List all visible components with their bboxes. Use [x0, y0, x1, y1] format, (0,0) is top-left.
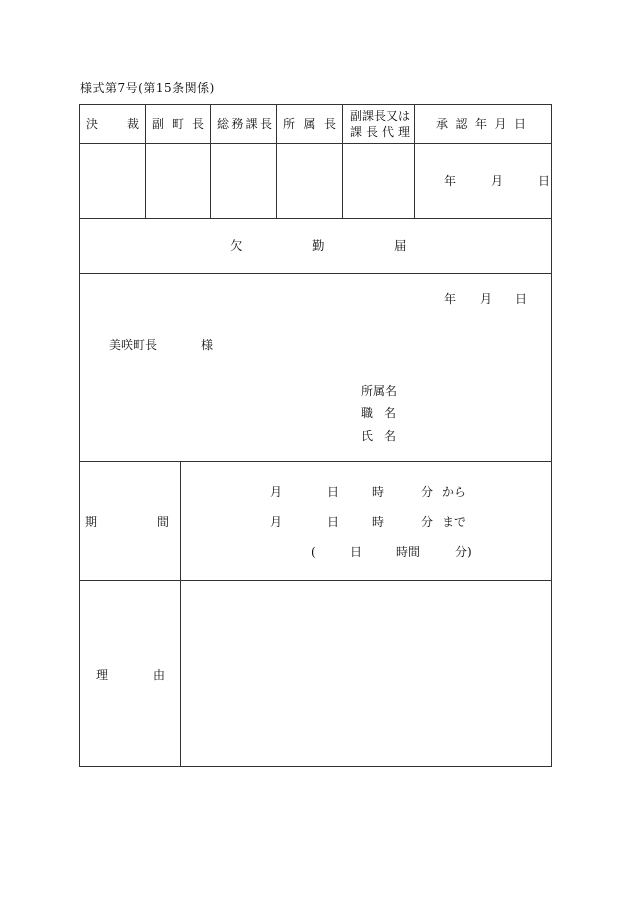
header-deputy-line1: 副課長又は — [350, 109, 411, 123]
from-day-label: 日 — [327, 485, 340, 499]
row-divider — [80, 273, 551, 274]
col-divider — [414, 105, 415, 218]
from-suffix: から — [442, 485, 467, 499]
header-department-head: 所 属 長 — [283, 117, 336, 131]
from-hour-label: 時 — [372, 485, 385, 499]
filing-year-label: 年 — [444, 292, 457, 306]
approval-day-label: 日 — [538, 174, 551, 188]
header-approval-date: 承 認 年 月 日 — [436, 117, 526, 131]
to-minute-label: 分 — [421, 515, 434, 529]
form-title: 様式第7号(第15条関係) — [80, 81, 215, 95]
total-day-label: 日 — [350, 545, 363, 559]
approval-month-label: 月 — [491, 174, 504, 188]
col-divider — [342, 105, 343, 218]
row-divider — [80, 218, 551, 219]
to-hour-label: 時 — [372, 515, 385, 529]
name-label: 氏 名 — [361, 429, 396, 443]
col-divider — [210, 105, 211, 218]
addressee-name: 美咲町長 — [109, 338, 158, 352]
total-hours-label: 時間 — [396, 545, 421, 559]
col-divider — [145, 105, 146, 218]
approval-year-label: 年 — [444, 174, 457, 188]
to-month-label: 月 — [270, 515, 283, 529]
header-kessai: 決 裁 — [86, 117, 139, 131]
reason-field[interactable] — [181, 581, 551, 766]
to-suffix: まで — [442, 515, 467, 529]
reason-label-2: 由 — [153, 668, 166, 682]
absence-form-table — [79, 104, 552, 767]
addressee-honorific: 様 — [201, 338, 214, 352]
header-deputy-line2: 課 長 代 理 — [350, 125, 410, 139]
filing-day-label: 日 — [515, 292, 528, 306]
reason-label-1: 理 — [96, 668, 109, 682]
document-title-1: 欠 — [230, 238, 243, 253]
to-day-label: 日 — [327, 515, 340, 529]
period-label-1: 期 — [85, 515, 98, 529]
row-divider — [80, 143, 551, 144]
document-title-3: 届 — [394, 238, 407, 253]
from-minute-label: 分 — [421, 485, 434, 499]
affiliation-label: 所属名 — [361, 384, 398, 398]
row-divider — [80, 461, 551, 462]
total-minute-label: 分) — [455, 545, 472, 559]
total-open-paren: ( — [311, 545, 316, 559]
from-month-label: 月 — [270, 485, 283, 499]
filing-month-label: 月 — [480, 292, 493, 306]
col-divider — [276, 105, 277, 218]
period-label-2: 間 — [157, 515, 170, 529]
document-title-2: 勤 — [312, 238, 325, 253]
position-label: 職 名 — [361, 406, 396, 420]
header-vice-mayor: 副 町 長 — [152, 117, 204, 131]
header-general-affairs-chief: 総 務 課 長 — [217, 117, 272, 131]
